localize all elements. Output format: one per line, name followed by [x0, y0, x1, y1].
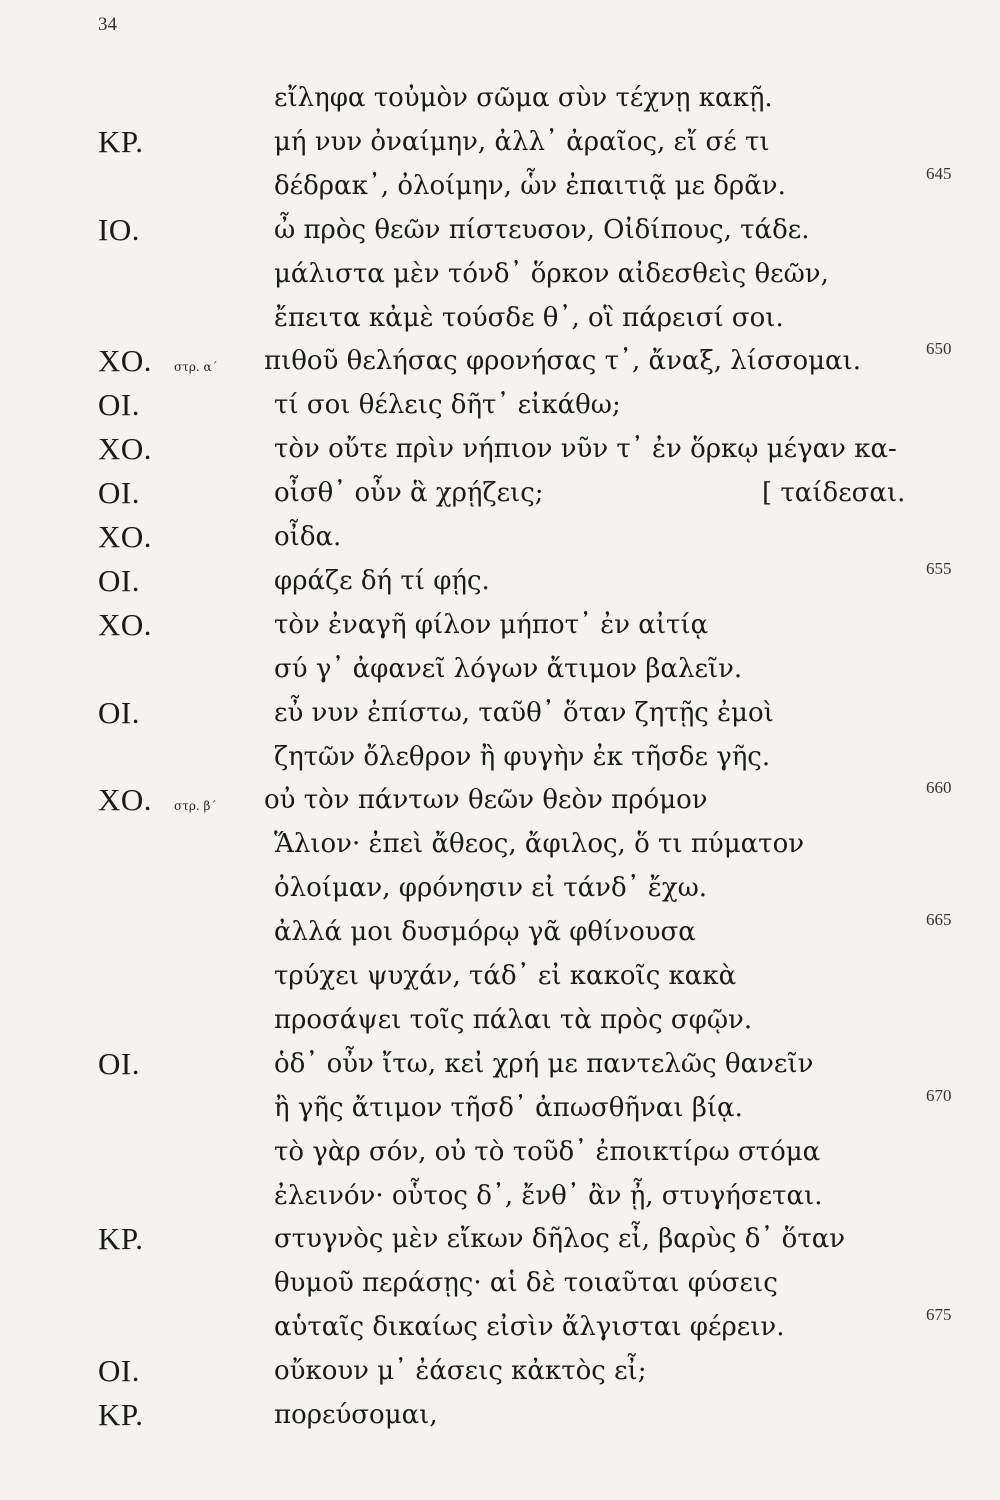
verse-line: [0, 956, 1000, 996]
verse-line: [0, 78, 1000, 118]
verse-text: αὑταῖς δικαίως εἰσὶν ἄλγισται φέρειν.: [274, 1312, 785, 1343]
verse-line: [0, 163, 1000, 206]
speaker-label: ΙΟ.: [98, 211, 140, 247]
verse-line: [0, 210, 1000, 250]
verse-text: τί σοι θέλεις δῆτ᾽ εἰκάθω;: [274, 390, 621, 421]
verse-line: [0, 385, 1000, 425]
verse-line: [0, 1351, 1000, 1391]
verse-line: [0, 298, 1000, 338]
line-number: 665: [926, 910, 952, 930]
speaker-label: ΟΙ.: [98, 562, 140, 598]
verse-line: [0, 1085, 1000, 1128]
verse-text: οὔκουν μ᾽ ἐάσεις κἀκτὸς εἶ;: [274, 1356, 647, 1387]
verse-line: [0, 1176, 1000, 1216]
verse-text: οὐ τὸν πάντων θεῶν θεὸν πρόμον: [264, 785, 708, 816]
strophe-marker: στρ. α΄: [174, 360, 218, 375]
verse-line: [0, 605, 1000, 645]
verse-text: τὸν ἐναγῆ φίλον μήποτ᾽ ἐν αἰτίᾳ: [274, 609, 709, 640]
verse-continuation: [ ταίδεσαι.: [762, 478, 906, 509]
strophe-marker: στρ. β΄: [174, 799, 217, 814]
verse-text: μάλιστα μὲν τόνδ᾽ ὅρκον αἰδεσθεὶς θεῶν,: [274, 258, 829, 289]
line-number: 645: [926, 163, 952, 183]
verse-text: τὸ γὰρ σόν, οὐ τὸ τοῦδ᾽ ἐποικτίρω στόμα: [274, 1136, 821, 1167]
line-number: 655: [926, 558, 952, 578]
verse-line: [0, 1263, 1000, 1303]
verse-text: δέδρακ᾽, ὀλοίμην, ὧν ἐπαιτιᾷ με δρᾶν.: [274, 170, 786, 201]
verse-line: [0, 1132, 1000, 1172]
verse-line: [0, 254, 1000, 294]
verse-text: Ἅλιον· ἐπεὶ ἄθεος, ἄφιλος, ὅ τι πύματον: [274, 829, 805, 860]
verse-text: ζητῶν ὄλεθρον ἢ φυγὴν ἐκ τῆσδε γῆς.: [274, 741, 771, 772]
verse-text: σύ γ᾽ ἀφανεῖ λόγων ἄτιμον βαλεῖν.: [274, 653, 743, 684]
verse-line: [0, 473, 1000, 513]
verse-text: μή νυν ὀναίμην, ἀλλ᾽ ἀραῖος, εἴ σέ τι: [274, 126, 770, 157]
verse-line: [0, 1000, 1000, 1040]
verse-text: τρύχει ψυχάν, τάδ᾽ εἰ κακοῖς κακὰ: [274, 961, 737, 991]
verse-text: οἶδα.: [274, 522, 342, 552]
verse-line: [0, 122, 1000, 162]
page-number: 34: [98, 14, 117, 35]
speaker-label: ΚΡ.: [98, 123, 144, 159]
verse-text: εὖ νυν ἐπίστω, ταῦθ᾽ ὅταν ζητῇς ἐμοὶ: [274, 697, 774, 728]
verse-line: [0, 912, 1000, 952]
verse-text: ἢ γῆς ἄτιμον τῆσδ᾽ ἀπωσθῆναι βίᾳ.: [274, 1092, 743, 1123]
verse-line: [0, 824, 1000, 864]
line-number: 660: [926, 778, 952, 798]
verse-line: [0, 649, 1000, 689]
verse-text: στυγνὸς μὲν εἴκων δῆλος εἶ, βαρὺς δ᾽ ὅταν: [274, 1224, 846, 1255]
verse-line: [0, 1219, 1000, 1259]
speaker-label: ΧΟ.: [98, 431, 153, 467]
speaker-label: ΟΙ.: [98, 387, 140, 423]
verse-line: [0, 1307, 1000, 1347]
speaker-label: ΧΟ.: [98, 606, 153, 642]
verse-text: εἴληφα τοὐμὸν σῶμα σὺν τέχνῃ κακῇ.: [274, 83, 773, 113]
verse-text: τὸν οὔτε πρὶν νήπιον νῦν τ᾽ ἐν ὅρκῳ μέγαν κα-: [274, 434, 897, 465]
line-number: 650: [926, 339, 952, 359]
verse-text: ὁδ᾽ οὖν ἴτω, κεἰ χρή με παντελῶς θανεῖν: [274, 1048, 814, 1079]
line-number: 670: [926, 1085, 952, 1105]
verse-line: [0, 429, 1000, 469]
speaker-label: ΟΙ.: [98, 475, 140, 511]
verse-text: πορεύσομαι,: [274, 1400, 438, 1430]
verse-text: προσάψει τοῖς πάλαι τὰ πρὸς σφῷν.: [274, 1004, 753, 1035]
verse-text: ὦ πρὸς θεῶν πίστευσον, Οἰδίπους, τάδε.: [274, 214, 810, 245]
verse-text: πιθοῦ θελήσας φρονήσας τ᾽, ἄναξ, λίσσομαι.: [264, 346, 862, 377]
speaker-label: ΟΙ.: [98, 1045, 140, 1081]
verse-line: [0, 868, 1000, 908]
speaker-label: ΚΡ.: [98, 1397, 144, 1432]
line-number: 675: [926, 1305, 952, 1325]
speaker-label: ΧΟ.: [98, 519, 153, 554]
verse-line: [0, 693, 1000, 733]
speaker-label: ΚΡ.: [98, 1221, 144, 1257]
verse-text: θυμοῦ περάσῃς· αἱ δὲ τοιαῦται φύσεις: [274, 1268, 778, 1299]
verse-line: [0, 558, 1000, 601]
speaker-label: ΟΙ.: [98, 1353, 140, 1389]
verse-text: φράζε δή τί φῄς.: [274, 565, 490, 596]
speaker-label: ΟΙ.: [98, 694, 140, 730]
verse-line: [0, 780, 1000, 820]
verse-text: ὀλοίμαν, φρόνησιν εἰ τάνδ᾽ ἔχω.: [274, 873, 708, 904]
verse-text: οἶσθ᾽ οὖν ἃ χρῄζεις;: [274, 478, 544, 509]
speaker-label: ΧΟ.: [98, 343, 153, 379]
verse-text: ἀλλά μοι δυσμόρῳ γᾶ φθίνουσα: [274, 917, 696, 948]
verse-line: [0, 1044, 1000, 1084]
verse-line: [0, 1395, 1000, 1435]
verse-line: [0, 341, 1000, 381]
verse-line: [0, 737, 1000, 777]
verse-text: ἐλεινόν· οὗτος δ᾽, ἔνθ᾽ ἂν ᾖ, στυγήσεται.: [274, 1180, 823, 1211]
verse-text: ἔπειτα κἀμὲ τούσδε θ᾽, οἳ πάρεισί σοι.: [274, 302, 784, 333]
verse-line: [0, 517, 1000, 557]
speaker-label: ΧΟ.: [98, 782, 153, 818]
